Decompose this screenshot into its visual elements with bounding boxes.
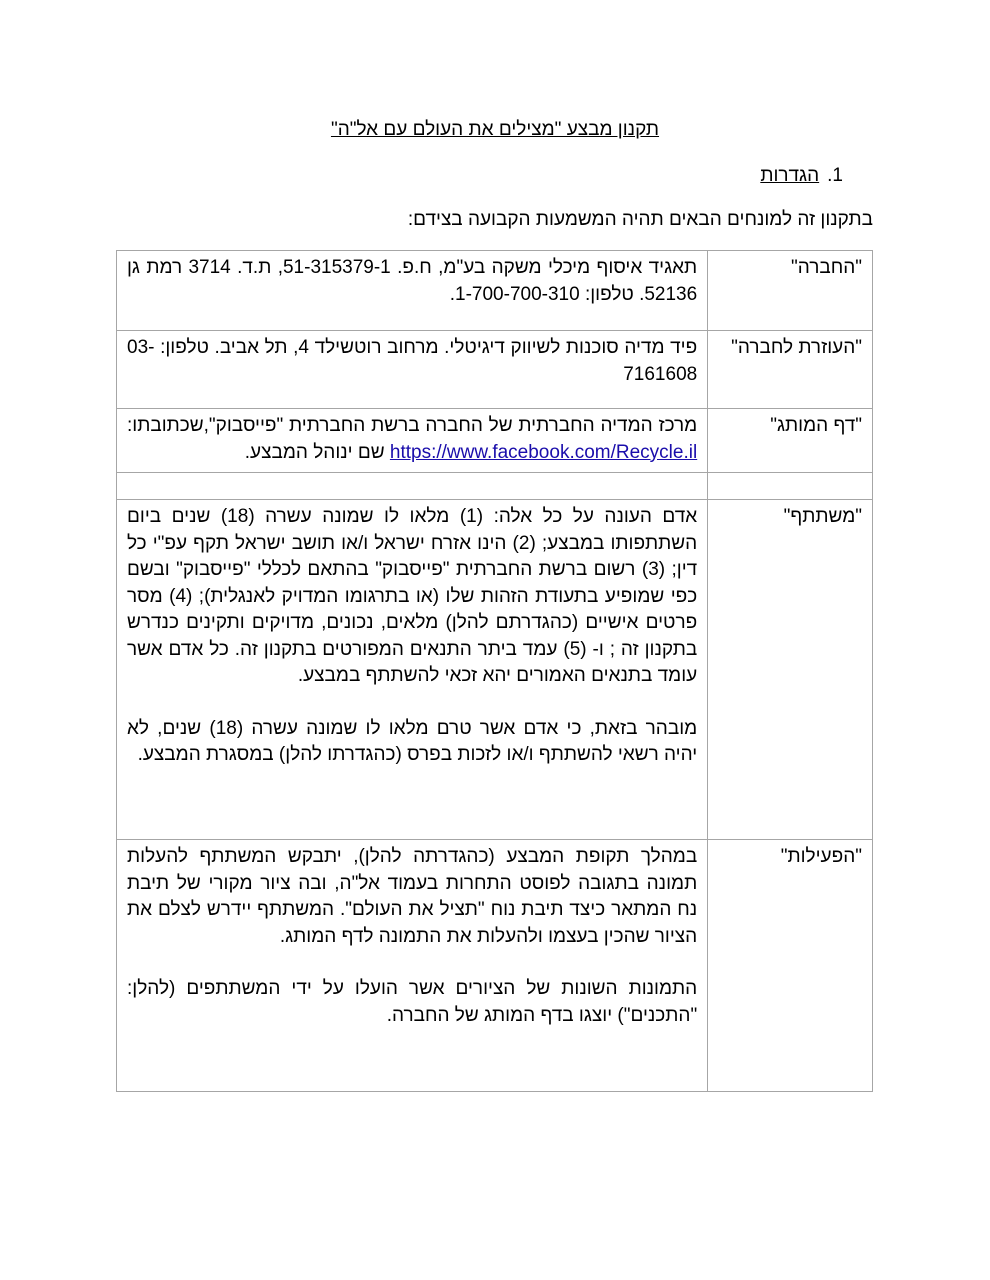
definition-row-participant [117, 500, 873, 840]
definition-text: פיד מדיה סוכנות לשיווק דיגיטלי. מרחוב רוטשילד 4, תל אביב. טלפון: 03-7161608 [117, 331, 708, 409]
definition-text [117, 840, 708, 1092]
definition-row-activity [117, 840, 873, 1092]
definition-paragraph: אדם העונה על כל אלה: (1) מלאו לו שמונה עשרה (18) שנים ביום השתתפותו במבצע; (2) הינו אזרח ישראל ו/או תושב ישראל תקף עפ"י כל דין; (3) רשום ברשת החברתית "פייסבוק" בהתאם לכללי "פייסבוק" ובשם כפי שמופיע בתעודת הזהות שלו (או בתרגומו המדויק לאנגלית); (4) מסר פרטים אישיים (כהגדרתם להלן) מלאים, נכונים, מדויקים ותקינים כנדרש בתקנון זה ; ו- (5) עמד ביתר התנאים המפורטים בתקנון זה. כל אדם אשר עומד בתנאים האמורים יהא זכאי להשתתף במבצע. [127, 506, 698, 686]
definition-text-part: שם ינוהל המבצע. [244, 441, 385, 463]
definitions-table [116, 250, 873, 1092]
definition-text [117, 500, 708, 840]
definition-row-company [117, 251, 873, 331]
intro-paragraph: בתקנון זה למונחים הבאים תהיה המשמעות הקבועה בצידם: [407, 209, 873, 230]
definition-paragraph: מובהר בזאת, כי אדם אשר טרם מלאו לו שמונה עשרה (18) שנים, לא יהיה רשאי להשתתף ו/או לזכות בפרס (כהגדרתו להלן) במסגרת המבצע. [127, 717, 698, 765]
spacer-cell [117, 473, 708, 500]
definition-row-brand-page [117, 409, 873, 473]
section-number: 1. [827, 165, 843, 186]
section-heading [760, 162, 843, 190]
definition-term: "החברה" [708, 251, 873, 331]
facebook-page-link[interactable]: https://www.facebook.com/Recycle.il [389, 441, 698, 463]
definition-paragraph: במהלך תקופת המבצע (כהגדרתה להלן), יתבקש המשתתף להעלות תמונה בתגובה לפוסט התחרות בעמוד אל"ה, ובה ציור מקורי של תיבת נח המתאר כיצד תיבת נוח "תציל את העולם". המשתתף יידרש לצלם את הציור שהכין בעצמו ולהעלות את התמונה לדף המותג. [127, 846, 698, 947]
section-label: הגדרות [760, 165, 820, 186]
table-spacer-row [117, 473, 873, 500]
definition-term: "הפעילות" [708, 840, 873, 1092]
spacer-cell [708, 473, 873, 500]
definition-text-part: מרכז המדיה החברתית של החברה ברשת החברתית "פייסבוק",שכתובתו: [127, 415, 698, 436]
definition-term: "דף המותג" [708, 409, 873, 473]
document-title: תקנון מבצע "מצילים את העולם עם אל"ה" [330, 119, 660, 140]
definition-term: "העוזרת לחברה" [708, 331, 873, 409]
definition-text [117, 409, 708, 473]
definition-text: תאגיד איסוף מיכלי משקה בע"מ, ח.פ. 51-315379-1, ת.ד. 3714 רמת גן 52136. טלפון: 1-700-700-310. [117, 251, 708, 331]
definition-paragraph: התמונות השונות של הציורים אשר הועלו על ידי המשתתפים (להלן: "התכנים") יוצגו בדף המותג של החברה. [127, 978, 698, 1026]
definition-term: "משתתף" [708, 500, 873, 840]
definition-row-assistant [117, 331, 873, 409]
